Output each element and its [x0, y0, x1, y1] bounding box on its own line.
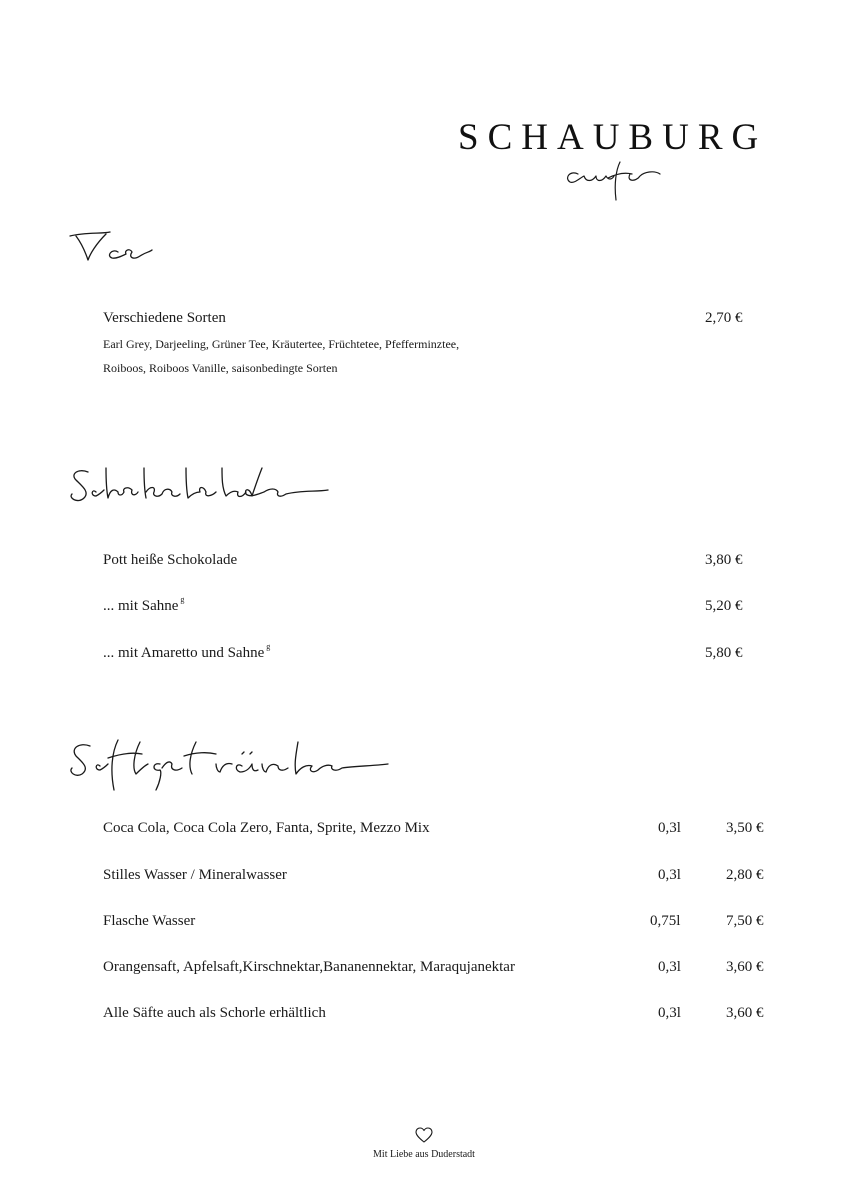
menu-item-price: 3,50 € — [726, 820, 764, 836]
menu-item-size: 0,75l — [650, 913, 681, 929]
allergen-marker: g — [180, 595, 185, 604]
menu-item-name-text: ... mit Sahne — [103, 598, 179, 614]
menu-item-name: Verschiedene Sorten — [103, 310, 226, 326]
menu-item-name: Pott heiße Schokolade — [103, 552, 238, 568]
footer-tagline: Mit Liebe aus Duderstadt — [373, 1149, 475, 1160]
menu-item-price: 3,60 € — [726, 959, 764, 975]
menu-item-price: 5,20 € — [705, 598, 743, 614]
menu-item-size: 0,3l — [658, 959, 681, 975]
menu-item-description: Roiboos, Roiboos Vanille, saisonbedingte Sorten — [103, 361, 338, 375]
menu-item-description: Earl Grey, Darjeeling, Grüner Tee, Kräutertee, Früchtetee, Pfefferminztee, — [103, 337, 460, 351]
menu-item-price: 2,80 € — [726, 867, 764, 883]
menu-item-name — [103, 642, 271, 662]
section-title-schokolade — [66, 464, 336, 510]
menu-item-price: 5,80 € — [705, 645, 743, 661]
menu-item-name — [103, 595, 185, 615]
menu-item-name: Orangensaft, Apfelsaft,Kirschnektar,Bananennektar, Maraqujanektar — [103, 959, 515, 975]
menu-item-name: Alle Säfte auch als Schorle erhältlich — [103, 1005, 326, 1021]
menu-item-size: 0,3l — [658, 820, 681, 836]
menu-item-name: Stilles Wasser / Mineralwasser — [103, 867, 287, 883]
menu-item-name: Flasche Wasser — [103, 913, 196, 929]
brand-script-cafe — [560, 160, 670, 202]
menu-item-price: 3,60 € — [726, 1005, 764, 1021]
menu-item-size: 0,3l — [658, 1005, 681, 1021]
menu-item-name: Coca Cola, Coca Cola Zero, Fanta, Sprite, Mezzo Mix — [103, 820, 430, 836]
section-title-softgetraenke — [66, 738, 396, 794]
menu-item-size: 0,3l — [658, 867, 681, 883]
menu-item-price: 2,70 € — [705, 310, 743, 326]
heart-icon — [415, 1127, 433, 1143]
menu-item-price: 7,50 € — [726, 913, 764, 929]
allergen-marker: g — [266, 642, 271, 651]
menu-item-name-text: ... mit Amaretto und Sahne — [103, 645, 265, 661]
section-title-tee — [66, 228, 156, 268]
menu-item-price: 3,80 € — [705, 552, 743, 568]
brand-name: SCHAUBURG — [458, 117, 768, 158]
